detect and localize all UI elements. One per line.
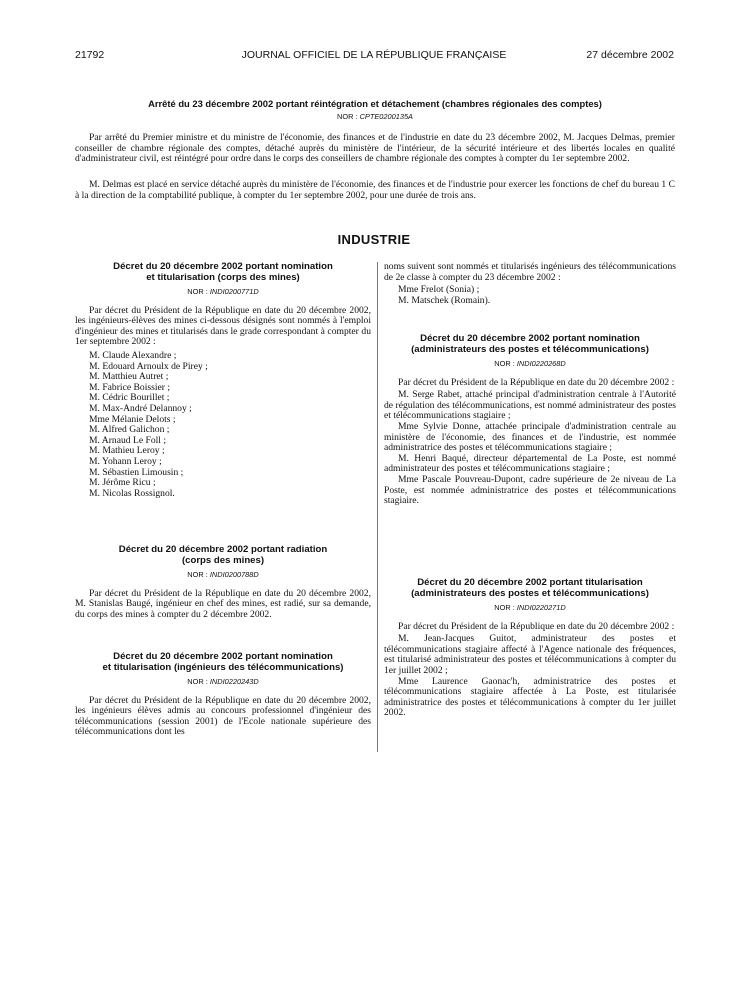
- names-list: [75, 351, 371, 499]
- decret-nomination-mines: [75, 262, 371, 499]
- decret-nor: NOR : INDI0220243D: [187, 676, 259, 686]
- arrete-nor: NOR : CPTE0200135A: [336, 112, 413, 121]
- list-item: Mme Mélanie Delots ;: [89, 413, 176, 425]
- decret-nomination-administrateurs: [384, 334, 676, 507]
- list-item: M. Matthieu Autret ;: [89, 371, 169, 383]
- decret-nor: NOR : INDI0200788D: [187, 569, 259, 579]
- decret-body: Par décret du Président de la République en date du 20 décembre 2002, M. Stanislas Baugé, ingénieur en chef des mines, est radié, sur sa demande, du corps des mines à compter du 2 décembre 2002.: [75, 587, 371, 620]
- decret-nor: NOR : INDI0220271D: [494, 602, 566, 612]
- issue-date: 27 décembre 2002: [586, 49, 674, 61]
- section-title: INDUSTRIE: [337, 232, 411, 247]
- list-item: M. Fabrice Boissier ;: [89, 381, 171, 393]
- decret-continuation: [384, 262, 676, 306]
- decret-body: Par décret du Président de la République en date du 20 décembre 2002, les ingénieurs élèves admis au concours professionnel d'ingénieur des télécommunications (session 2001) de l'Ecole nationale supérieure des télécommunications dont les: [75, 694, 371, 738]
- decret-nomination-telecom: [75, 652, 371, 738]
- arrete-paragraph-2: M. Delmas est placé en service détaché auprès du ministère de l'économie, des finances et de l'industrie pour exercer les fonctions de chef du bureau 1 C à la direction de la comptabilité publique, à compter du 1er septembre 2002, pour une durée de trois ans.: [75, 179, 675, 201]
- decret-title: Décret du 20 décembre 2002 portant nomination (administrateurs des postes et télécommunications): [411, 333, 649, 355]
- decret-intro: Par décret du Président de la République en date du 20 décembre 2002, les ingénieurs-élèves des mines ci-dessous désignés sont nommés à l'emploi d'ingénieur des mines et titularisés dans le grade correspondant à compter du 1er septembre 2002 :: [75, 304, 371, 348]
- arrete-paragraph-1: Par arrêté du Premier ministre et du ministre de l'économie, des finances et de l'industrie en date du 23 décembre 2002, M. Jacques Delmas, premier conseiller de chambre régionale des comptes, détaché auprès du ministère de l'intérieur, de la sécurité intérieure et des libertés locales en qualité d'administrateur civil, est réintégré pour ordre dans le corps des conseillers de chambre régionale des comptes à compter du 1er septembre 2002.: [75, 132, 675, 165]
- list-item: M. Claude Alexandre ;: [89, 349, 177, 361]
- decret-titularisation-administrateurs: [384, 578, 676, 719]
- decret-nor: NOR : INDI0200771D: [187, 286, 259, 296]
- list-item: M. Alfred Galichon ;: [89, 424, 170, 436]
- column-divider: [377, 262, 378, 752]
- names-list: [384, 285, 676, 306]
- list-item: M. Nicolas Rossignol.: [89, 487, 175, 499]
- list-item: M. Max-André Delannoy ;: [89, 402, 192, 414]
- arrete-title: Arrêté du 23 décembre 2002 portant réintégration et détachement (chambres régionales des comptes): [148, 98, 602, 109]
- list-item: M. Yohann Leroy ;: [89, 455, 162, 467]
- decret-title: Décret du 20 décembre 2002 portant radiation (corps des mines): [118, 544, 328, 566]
- list-item: M. Edouard Arnoulx de Pirey ;: [89, 360, 208, 372]
- list-item: Mme Frelot (Sonia) ;: [398, 284, 480, 296]
- list-item: M. Arnaud Le Foll ;: [89, 434, 167, 446]
- list-item: M. Sébastien Limousin ;: [89, 466, 184, 478]
- list-item: M. Jérôme Ricu ;: [89, 477, 156, 489]
- continuation-text: noms suivent sont nommés et titularisés ingénieurs des télécommunications de 2e classe à compter du 23 décembre 2002 :: [384, 261, 676, 283]
- journal-title: JOURNAL OFFICIEL DE LA RÉPUBLIQUE FRANÇAISE: [241, 49, 507, 61]
- decret-title: Décret du 20 décembre 2002 portant nomination et titularisation (ingénieurs des télécommunications): [102, 651, 344, 673]
- decret-body: Par décret du Président de la République en date du 20 décembre 2002 : M. Serge Rabet, attaché principal d'administration centrale à l'Autorité de régulation des télécommunications, est nommé administrateur des postes et télécommunications stagiaire ; Mme Sylvie Donne, attachée principale d'administration centrale au ministère de l'économie, des finances et de l'industrie, est nommée administratrice des postes et télécommunications stagiaire ; M. Henri Baqué, directeur départemental de La Poste, est nommé administrateur des postes et télécommunications stagiaire ; Mme Pascale Pouvreau-Dupont, cadre supérieure de 2e niveau de La Poste, est nommée administratrice des postes et télécommunications stagiaire.: [384, 376, 676, 507]
- decret-title: Décret du 20 décembre 2002 portant nomination et titularisation (corps des mines): [113, 261, 333, 283]
- decret-nor: NOR : INDI0220268D: [494, 358, 566, 368]
- decret-radiation-mines: [75, 545, 371, 620]
- list-item: M. Matschek (Romain).: [398, 294, 491, 306]
- list-item: M. Mathieu Leroy ;: [89, 445, 165, 457]
- decret-title: Décret du 20 décembre 2002 portant titularisation (administrateurs des postes et télécommunications): [411, 577, 649, 599]
- decret-body: Par décret du Président de la République en date du 20 décembre 2002 : M. Jean-Jacques Guitot, administrateur des postes et télécommunications stagiaire affecté à l'Agence nationale des fréquences, est titularisé administrateur des postes et télécommunications à compter du 1er juillet 2002 ; Mme Laurence Gaonac'h, administratrice des postes et télécommunications stagiaire affectée à La Poste, est titularisée administratrice des postes et télécommunications à compter du 1er juillet 2002.: [384, 620, 676, 719]
- page-number: 21792: [75, 49, 105, 61]
- list-item: M. Cédric Bourillet ;: [89, 392, 170, 404]
